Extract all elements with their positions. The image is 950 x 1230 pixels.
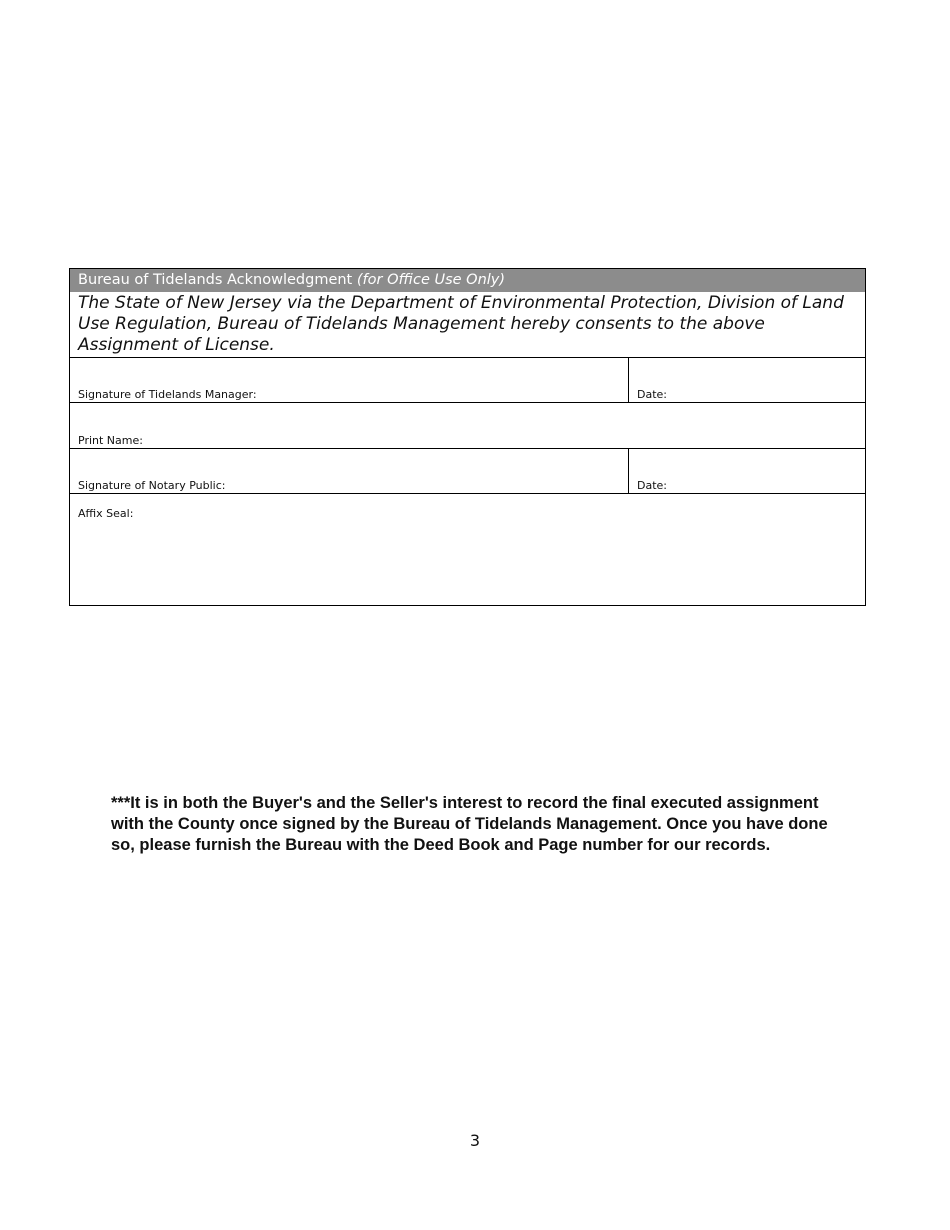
manager-date-field[interactable] [629,358,865,402]
affix-seal-area[interactable] [70,494,865,605]
print-name-field[interactable] [70,403,865,448]
print-name-label: Print Name: [78,434,143,447]
manager-signature-label: Signature of Tidelands Manager: [78,388,257,401]
recording-notice: ***It is in both the Buyer's and the Seller's interest to record the final executed assignment with the County once signed by the Bureau of Tidelands Management. Once you have done so, please furnish the Bureau with the Deed Book and Page number for our records. [111,794,828,854]
manager-date-label: Date: [637,388,667,401]
notary-signature-field[interactable] [70,449,628,493]
tidelands-acknowledgment-form [69,268,866,606]
affix-seal-label: Affix Seal: [78,507,134,520]
notary-date-field[interactable] [629,449,865,493]
form-header [70,269,865,292]
consent-statement: The State of New Jersey via the Department of Environmental Protection, Division of Land Use Regulation, Bureau of Tidelands Management hereby consents to the above Assignment of License. [78,293,844,355]
notary-signature-label: Signature of Notary Public: [78,479,226,492]
manager-signature-field[interactable] [70,358,628,402]
notary-date-label: Date: [637,479,667,492]
form-header-note: (for Office Use Only) [356,272,506,288]
page-number: 3 [469,1131,481,1150]
form-header-title: Bureau of Tidelands Acknowledgment [78,272,357,288]
